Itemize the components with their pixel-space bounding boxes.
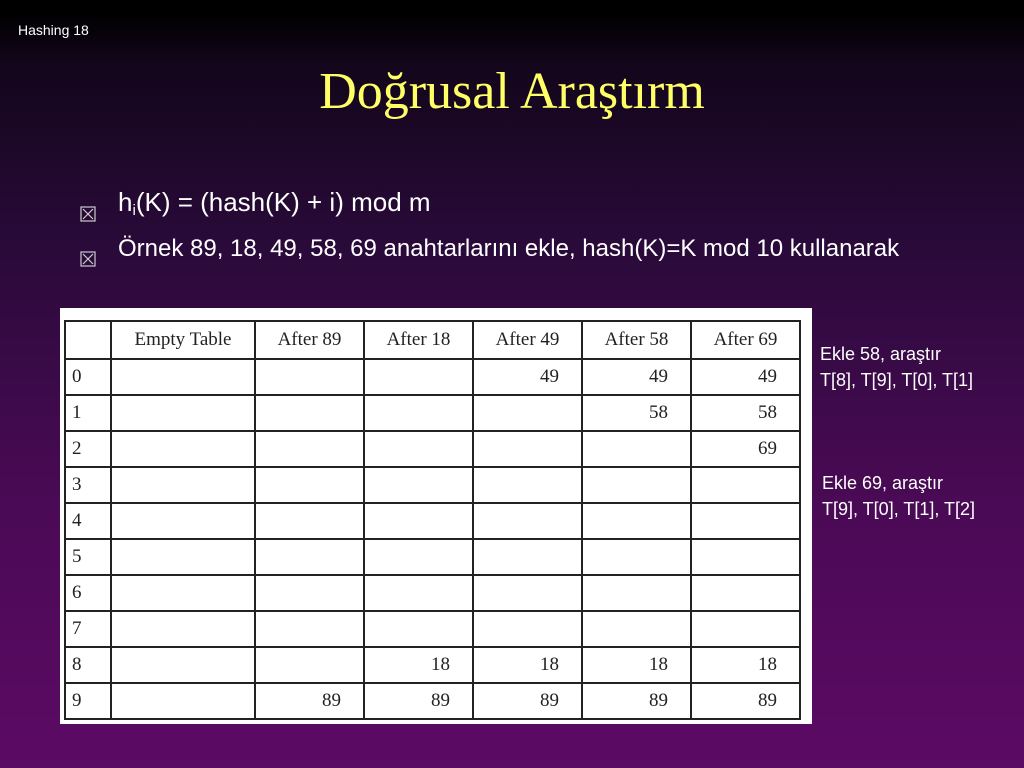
table-cell [364,575,473,611]
table-row [65,611,800,647]
table-cell [111,539,255,575]
column-header: After 49 [473,321,582,359]
bullet-list [80,186,980,271]
table-row [65,503,800,539]
table-cell [364,503,473,539]
table-cell [473,503,582,539]
table-cell [255,431,364,467]
table-cell: 89 [364,683,473,719]
table-cell: 69 [691,431,800,467]
table-body [65,359,800,719]
table-cell [111,611,255,647]
table-cell [582,539,691,575]
table-cell [111,359,255,395]
table-row [65,359,800,395]
table-cell [364,395,473,431]
table-row [65,395,800,431]
table-cell [111,503,255,539]
column-header: After 89 [255,321,364,359]
slide-title: Doğrusal Araştırm [319,63,705,120]
row-index: 5 [65,539,111,575]
table-cell [255,647,364,683]
table-cell [691,503,800,539]
table-cell [111,467,255,503]
table-cell [111,431,255,467]
note-line: T[8], T[9], T[0], T[1] [820,370,974,390]
table-cell [255,611,364,647]
top-bar [0,0,1024,14]
table-row [65,431,800,467]
column-header: After 58 [582,321,691,359]
column-header: After 18 [364,321,473,359]
table-cell [111,395,255,431]
table-cell: 49 [691,359,800,395]
table-cell [582,431,691,467]
table-cell [691,575,800,611]
hash-table [64,320,801,720]
table-cell [255,539,364,575]
table-cell: 18 [582,647,691,683]
column-header: Empty Table [111,321,255,359]
table-cell: 18 [364,647,473,683]
table-cell [582,611,691,647]
table-cell [111,575,255,611]
note-insert-58 [820,341,973,393]
row-index: 9 [65,683,111,719]
table-cell: 89 [473,683,582,719]
table-cell [473,431,582,467]
table-cell [582,467,691,503]
table-cell: 89 [255,683,364,719]
bullet-formula [80,186,980,227]
table-cell: 58 [582,395,691,431]
table-cell [255,503,364,539]
table-cell [255,575,364,611]
table-cell: 58 [691,395,800,431]
table-cell [111,647,255,683]
table-cell [473,395,582,431]
table-cell [364,611,473,647]
table-row [65,539,800,575]
table-cell [255,359,364,395]
table-row [65,467,800,503]
table-cell [691,611,800,647]
table-cell [582,503,691,539]
table-cell [364,359,473,395]
row-index: 6 [65,575,111,611]
table-row [65,575,800,611]
row-index: 3 [65,467,111,503]
slide-header: Hashing 18 [18,22,89,38]
table-row [65,647,800,683]
table-cell [364,539,473,575]
column-header [65,321,111,359]
table-cell [364,431,473,467]
row-index: 4 [65,503,111,539]
row-index: 8 [65,647,111,683]
note-line: T[9], T[0], T[1], T[2] [822,499,976,519]
bullet-example [80,233,980,265]
table-cell [473,611,582,647]
table-cell [255,395,364,431]
table-cell [582,575,691,611]
table-cell: 18 [473,647,582,683]
note-line: Ekle 69, araştır [822,473,944,493]
formula-h: h [118,187,133,217]
table-cell [364,467,473,503]
table-cell [473,467,582,503]
note-line: Ekle 58, araştır [820,344,942,364]
row-index: 0 [65,359,111,395]
table-row [65,683,800,719]
table-cell [255,467,364,503]
formula-rest: (K) = (hash(K) + i) mod m [135,187,431,217]
table-cell: 18 [691,647,800,683]
note-insert-69 [822,470,975,522]
example-text: Örnek 89, 18, 49, 58, 69 anahtarlarını ekle, hash(K)=K mod 10 kullanarak [118,235,900,262]
table-cell: 49 [473,359,582,395]
boxed-x-icon [80,197,94,211]
table-cell [473,539,582,575]
row-index: 2 [65,431,111,467]
table-cell: 89 [691,683,800,719]
table-cell: 49 [582,359,691,395]
row-index: 1 [65,395,111,431]
hash-table-image [60,308,812,724]
row-index: 7 [65,611,111,647]
table-cell [111,683,255,719]
boxed-x-icon [80,244,94,258]
table-cell: 89 [582,683,691,719]
column-header: After 69 [691,321,800,359]
table-cell [473,575,582,611]
table-header-row [65,321,800,359]
table-cell [691,467,800,503]
table-cell [691,539,800,575]
formula-subscript: i [132,202,136,219]
